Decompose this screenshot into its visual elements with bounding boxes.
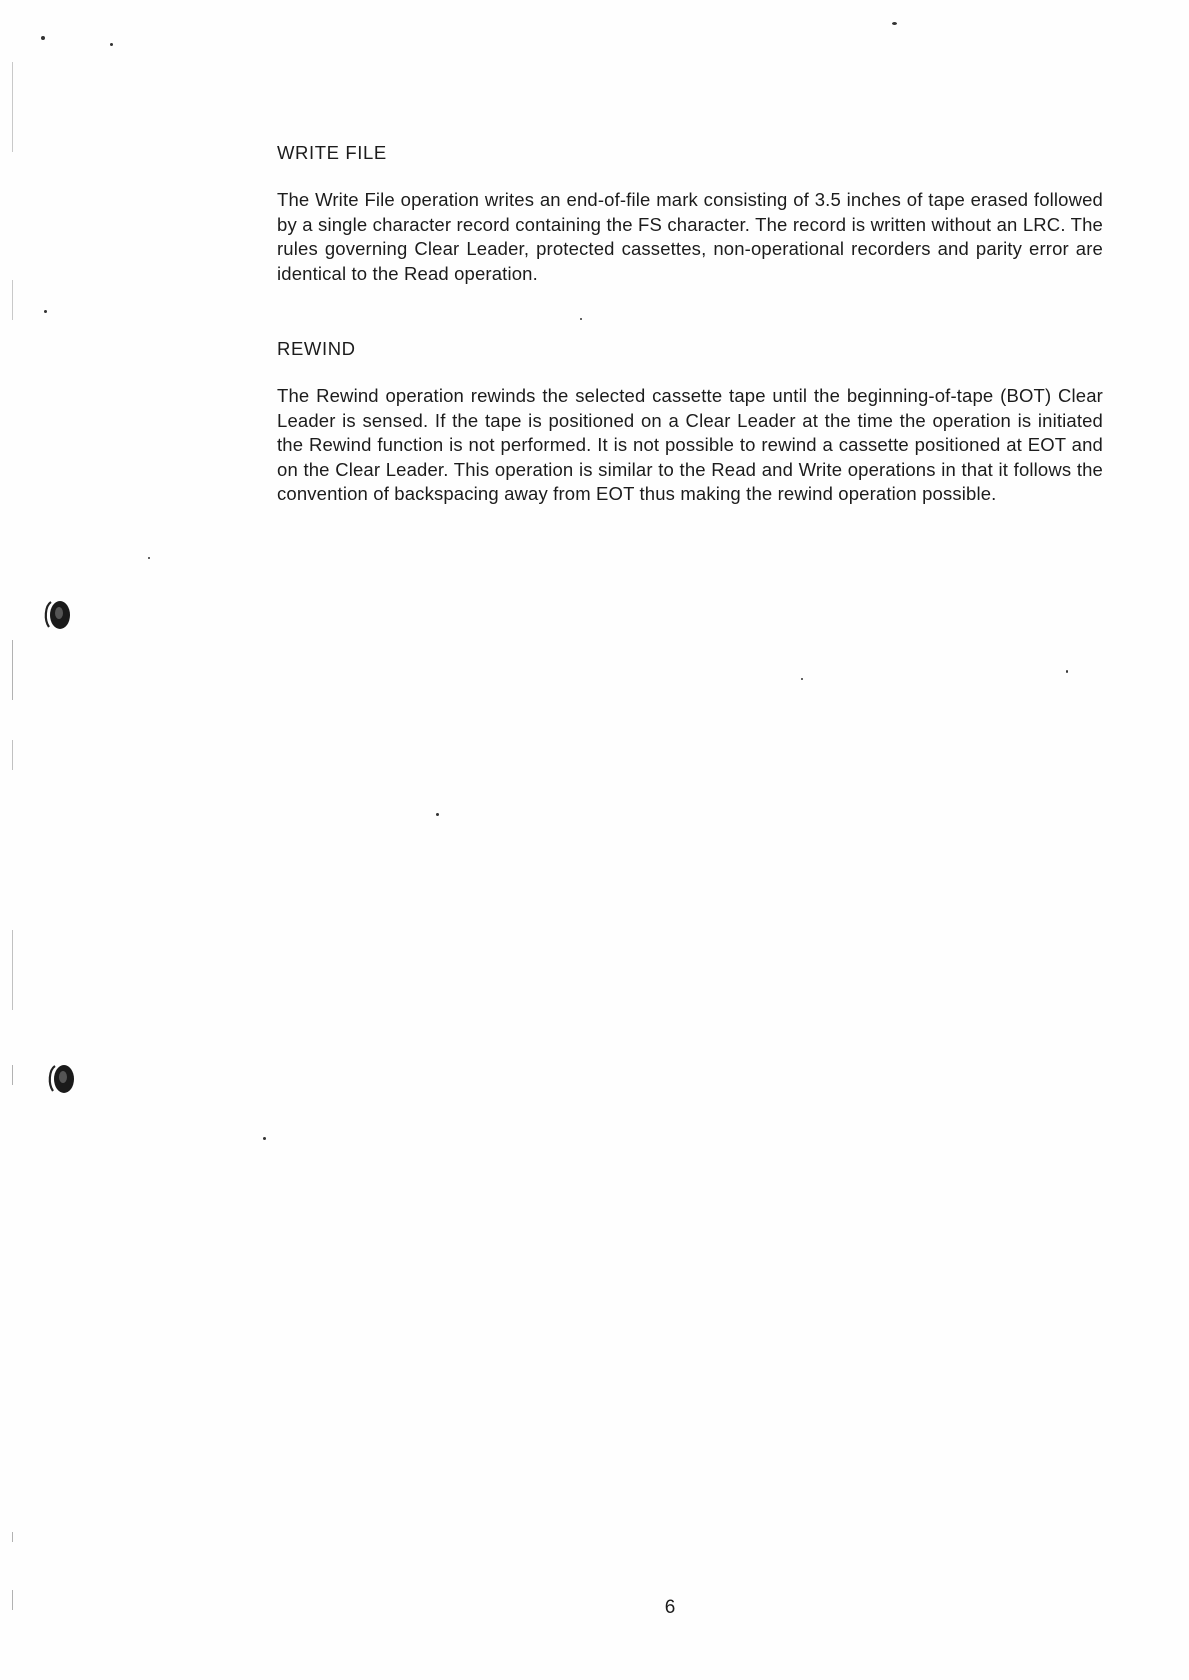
- section-rewind: [277, 338, 1103, 507]
- margin-mark: [12, 1532, 13, 1542]
- margin-mark: [12, 740, 13, 770]
- section-heading: REWIND: [277, 338, 356, 359]
- punch-hole-icon: [46, 1062, 76, 1096]
- section-body: The Write File operation writes an end-of-file mark consisting of 3.5 inches of tape erased followed by a single character record containing the FS character. The record is written without an LRC. The rules governing Clear Leader, protected cassettes, non-operational recorders and parity error are identical to the Read operation.: [277, 189, 1103, 284]
- scan-speck: [580, 318, 582, 320]
- margin-mark: [12, 280, 13, 320]
- margin-mark: [12, 62, 13, 152]
- margin-mark: [12, 1590, 13, 1610]
- scan-speck: [263, 1137, 266, 1140]
- scan-speck: [110, 43, 113, 46]
- section-write-file: [277, 142, 1103, 286]
- scan-speck: [44, 310, 47, 313]
- scan-speck: [1066, 670, 1068, 673]
- margin-mark: [12, 930, 13, 1010]
- section-heading: WRITE FILE: [277, 142, 387, 163]
- scan-speck: [41, 36, 45, 40]
- scan-speck: [148, 557, 150, 559]
- scan-speck: [892, 22, 897, 25]
- section-body: The Rewind operation rewinds the selected cassette tape until the beginning-of-tape (BOT) Clear Leader is sensed. If the tape is positioned on a Clear Leader at the time the operation is initiated the Rewind function is not performed. It is not possible to rewind a cassette positioned at EOT and on the Clear Leader. This operation is similar to the Read and Write operations in that it follows the convention of backspacing away from EOT thus making the rewind operation possible.: [277, 385, 1103, 504]
- punch-hole-icon: [42, 598, 72, 632]
- page-number: 6: [664, 1597, 676, 1618]
- margin-mark: [12, 640, 13, 700]
- margin-mark: [12, 1065, 13, 1085]
- scan-speck: [801, 678, 803, 680]
- scan-speck: [436, 813, 439, 816]
